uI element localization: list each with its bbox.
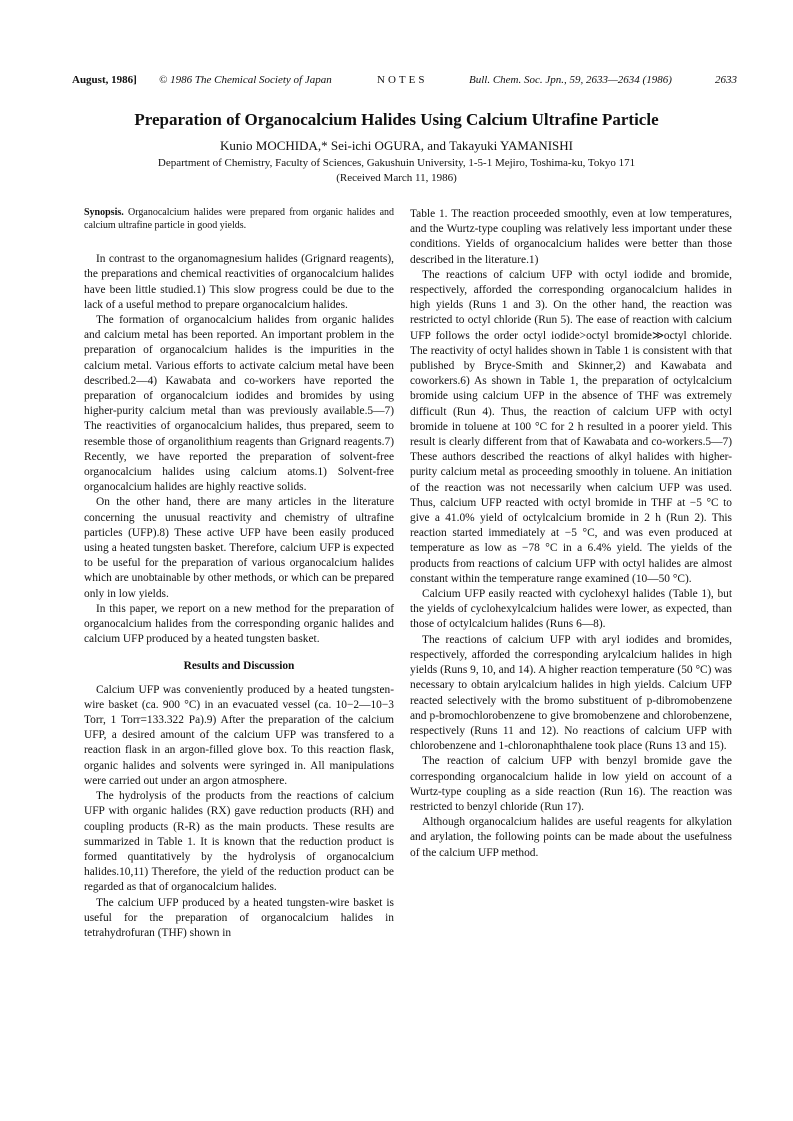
- synopsis: [84, 207, 394, 232]
- paragraph: Although organocalcium halides are useful reagents for alkylation and arylation, the following points can be made about the usefulness of the calcium UFP method.: [410, 816, 732, 859]
- paragraph: Table 1. The reaction proceeded smoothly, even at low temperatures, and the Wurtz-type coupling was relatively less important under these conditions. Yields of organocalcium halides were better than those described in the literature.1): [410, 208, 732, 266]
- article-title: Preparation of Organocalcium Halides Using Calcium Ultrafine Particle: [134, 110, 659, 129]
- running-head-journal: Bull. Chem. Soc. Jpn., 59, 2633—2634 (1986): [469, 74, 672, 86]
- paragraph: The reactions of calcium UFP with octyl iodide and bromide, respectively, afforded the corresponding organocalcium halides in high yields (Runs 1 and 3). On the other hand, the reaction was restricted to octyl chloride (Run 5). The ease of reaction with calcium UFP follows the order octyl iodide>octyl bromide≫octyl chloride. The reactivity of octyl halides shown in Table 1 is consistent with that published by Bryce-Smith and Skinner,2) and Kawabata and coworkers.6) As shown in Table 1, the preparation of octylcalcium bromide using calcium UFP in the absence of THF was extremely difficult (Run 4). Thus, the reaction of calcium UFP with octyl bromide in toluene at 100 °C for 2 h resulted in a poorer yield. This result is clearly different from that of Kawabata and co-workers.5—7) These authors described the reactions of alkyl halides with higher-purity calcium metal as proceeding smoothly in toluene. An initiation of the reaction was not necessarily when calcium UFP was used. Thus, calcium UFP reacted with octyl bromide in THF at −5 °C to give a 41.0% yield of octylcalcium bromide in 2 h (Run 2). This reaction started immediately at −5 °C, and was even produced at temperature as low as −78 °C in a 6.4% yield. The yields of the products from reactions of calcium UFP with octyl halides are almost constant within the temperature range examined (10—50 °C).: [410, 268, 732, 585]
- received-date: (Received March 11, 1986): [336, 172, 457, 184]
- paragraph: The reactions of calcium UFP with aryl iodides and bromides, respectively, afforded the corresponding arylcalcium halides in high yields (Runs 9, 10, and 14). A higher reaction temperature (50 °C) was necessary to obtain arylcalcium halides in high yields. Calcium UFP reacted selectively with the bromo substituent of p-dibromobenzene and p-bromochlorobenzene to give bromobenzene and chlorobenzene, respectively (Runs 11 and 12). No reactions of calcium UFP with chlorobenzene and 1-chloronaphthalene took place (Runs 13 and 15).: [410, 633, 732, 753]
- paragraph: The reaction of calcium UFP with benzyl bromide gave the corresponding organocalcium halide in low yield on account of a Wurtz-type coupling as a side reaction (Run 16). The reaction was restricted to benzyl chloride (Run 17).: [410, 755, 732, 813]
- running-head: [72, 73, 737, 87]
- running-head-copyright: © 1986 The Chemical Society of Japan: [159, 74, 332, 86]
- paragraph: In this paper, we report on a new method for the preparation of organocalcium halides from the corresponding organic halides and calcium UFP produced by a heated tungsten basket.: [84, 602, 394, 646]
- synopsis-label: Synopsis.: [84, 207, 124, 218]
- author-affiliation: Department of Chemistry, Faculty of Sciences, Gakushuin University, 1-5-1 Mejiro, Toshima-ku, Tokyo 171: [157, 157, 636, 169]
- synopsis-text: Organocalcium halides were prepared from organic halides and calcium ultrafine particle in good yields.: [84, 207, 395, 231]
- paragraph: In contrast to the organomagnesium halides (Grignard reagents), the preparations and chemical reactivities of organocalcium halides have been little studied.1) This slow progress could be due to the lack of a useful method to prepare organocalcium halides.: [84, 253, 394, 311]
- paragraph: On the other hand, there are many articles in the literature concerning the unusual reactivity and chemistry of ultrafine particles (UFP).8) These active UFP have been easily produced using a heated tungsten basket. Therefore, calcium UFP is expected to be useful for the preparation of various organocalcium halides which are unobtainable by other methods, or which can be prepared only in low yields.: [84, 496, 394, 600]
- paragraph: Calcium UFP easily reacted with cyclohexyl halides (Table 1), but the yields of cyclohexylcalcium halides were lower, as expected, than those of octylcalcium halides (Runs 6—8).: [410, 588, 732, 631]
- paragraph: Calcium UFP was conveniently produced by a heated tungsten-wire basket (ca. 900 °C) in an evacuated vessel (ca. 10−2—10−3 Torr, 1 Torr=133.322 Pa).9) After the preparation of the calcium UFP, a desired amount of the calcium UFP was transfered to a reaction flask in an argon-filled glove box. To this reaction flask, organic halides and solvents were syringed in. All manipulations were carried out under an argon atmosphere.: [84, 683, 394, 787]
- paragraph: The hydrolysis of the products from the reactions of calcium UFP with organic halides (RX) gave reduction products (RH) and coupling products (R-R) as the main products. These results are summarized in Table 1. It is known that the reduction product is formed quantitatively by the hydrolysis of organocalcium halides.10,11) Therefore, the yield of the reduction product can be regarded as that of organocalcium halides.: [84, 790, 394, 894]
- paragraph: The calcium UFP produced by a heated tungsten-wire basket is useful for the preparation of organocalcium halides in tetrahydrofuran (THF) shown in: [84, 896, 394, 939]
- running-head-section: NOTES: [377, 74, 428, 86]
- running-head-date: August, 1986]: [72, 74, 137, 86]
- right-column: [410, 207, 732, 861]
- section-heading: Results and Discussion: [183, 660, 295, 673]
- running-head-page-number: 2633: [715, 74, 737, 86]
- paragraph: The formation of organocalcium halides from organic halides and calcium metal has been reported. An important problem in the preparation of organocalcium halides is the impurities in the calcium metal. Various efforts to activate calcium metal have been described.2—4) Kawabata and co-workers have reported the preparation of organocalcium iodides and bromides by using higher-purity calcium metal than was previously available.5—7) The reactivities of organocalcium halides, thus prepared, seem to resemble those of organolithium reagents than Grignard reagents.7) Recently, we have reported the preparation of solvent-free organocalcium halides using calcium atoms.1) Solvent-free organocalcium halides are highly reactive solids.: [84, 314, 394, 494]
- article-authors: Kunio MOCHIDA,* Sei-ichi OGURA, and Takayuki YAMANISHI: [220, 138, 573, 153]
- left-column: [84, 207, 394, 941]
